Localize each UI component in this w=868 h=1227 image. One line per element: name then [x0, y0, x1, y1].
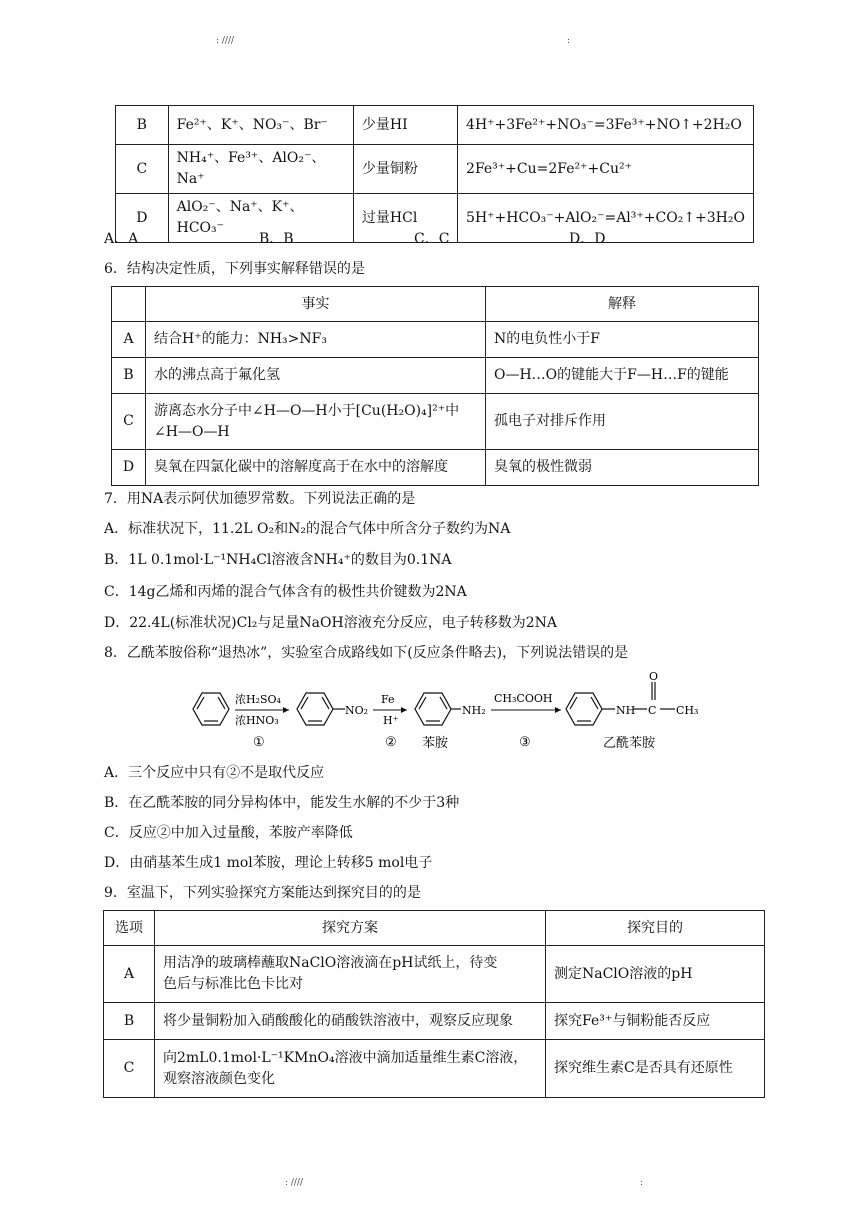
q9-head-option: 选项: [104, 911, 155, 946]
q5-ions: AlO₂⁻、Na⁺、K⁺、HCO₃⁻: [168, 194, 353, 243]
q9-plan-line1: 用洁净的玻璃棒蘸取NaClO溶液滴在pH试纸上，待变: [163, 955, 498, 971]
q6-exp: 臭氧的极性微弱: [486, 450, 759, 486]
amino-group: NH₂: [462, 704, 486, 717]
q8-option-c: C．反应②中加入过量酸，苯胺产率降低: [104, 825, 353, 841]
step-1-label: ①: [253, 735, 265, 750]
q5-equation: 2Fe³⁺+Cu=2Fe²⁺+Cu²⁺: [458, 145, 754, 194]
q6-stem: 6．结构决定性质，下列事实解释错误的是: [104, 261, 365, 277]
q6-exp: N的电负性小于F: [486, 322, 759, 358]
q6-fact-line1: 游离态水分子中∠H—O—H小于[Cu(H₂O)₄]²⁺中: [154, 402, 460, 419]
option: D．D: [569, 231, 606, 247]
q9-plan: [155, 946, 546, 1003]
q5-row-key: D: [116, 194, 169, 243]
step-2-label: ②: [385, 735, 397, 750]
reagent-acetic-acid: CH₃COOH: [494, 692, 553, 705]
aniline-ring: [415, 693, 461, 725]
q9-head-plan: 探究方案: [155, 911, 546, 946]
q7-option-a: A．标准状况下，11.2L O₂和N₂的混合气体中所含分子数约为NA: [104, 521, 511, 537]
q7-option-b: B．1L 0.1mol·L⁻¹NH₄Cl溶液含NH₄⁺的数目为0.1NA: [104, 552, 452, 568]
q5-options: [104, 228, 724, 248]
acetanilide-label: 乙酰苯胺: [603, 736, 656, 751]
q5-table: [115, 105, 754, 243]
q6-fact: 水的沸点高于氟化氢: [146, 358, 486, 394]
q9-aim: 探究维生素C是否具有还原性: [546, 1040, 765, 1098]
q9-aim: 测定NaClO溶液的pH: [546, 946, 765, 1003]
carbonyl-oxygen: O: [649, 670, 659, 683]
aniline-label: 苯胺: [422, 736, 449, 751]
q8-option-d: D．由硝基苯生成1 mol苯胺，理论上转移5 mol电子: [104, 855, 433, 871]
footer-mark-left: : ////: [285, 1178, 304, 1188]
footer-mark-right: :: [640, 1178, 644, 1188]
q9-head-aim: 探究目的: [546, 911, 765, 946]
reagent-h2so4: 浓H₂SO₄: [235, 693, 281, 706]
q5-equation: 5H⁺+HCO₃⁻+AlO₂⁻=Al³⁺+CO₂↑+3H₂O: [458, 194, 754, 243]
nh-group: NH: [616, 704, 636, 717]
benzene-ring: [193, 693, 229, 725]
q5-ions: NH₄⁺、Fe³⁺、AlO₂⁻、Na⁺: [168, 145, 353, 194]
q8-option-b: B．在乙酰苯胺的同分异构体中，能发生水解的不少于3种: [104, 795, 460, 811]
q8-stem: 8．乙酰苯胺俗称“退热冰”，实验室合成路线如下(反应条件略去)，下列说法错误的是: [104, 645, 629, 661]
methyl-group: CH₃: [676, 704, 699, 717]
q6-fact: [146, 394, 486, 450]
q6-row-key: A: [112, 322, 146, 358]
option: B．B: [259, 231, 294, 247]
header-mark-left: : ////: [216, 36, 235, 46]
q9-row-key: B: [104, 1003, 155, 1040]
q9-row-key: A: [104, 946, 155, 1003]
q6-row-key: C: [112, 394, 146, 450]
option: C．C: [414, 231, 450, 247]
q6-fact: 结合H⁺的能力：NH₃>NF₃: [146, 322, 486, 358]
q6-table: [111, 286, 759, 486]
q7-stem: 7．用NA表示阿伏加德罗常数。下列说法正确的是: [104, 491, 416, 507]
nitro-group: NO₂: [345, 704, 369, 717]
q9-plan-line2: 观察溶液颜色变化: [163, 1070, 275, 1087]
q5-ions: Fe²⁺、K⁺、NO₃⁻、Br⁻: [168, 106, 353, 145]
q7-option-d: D．22.4L(标准状况)Cl₂与足量NaOH溶液充分反应，电子转移数为2NA: [104, 615, 557, 631]
q9-plan: 将少量铜粉加入硝酸酸化的硝酸铁溶液中，观察反应现象: [155, 1003, 546, 1040]
q9-stem: 9．室温下，下列实验探究方案能达到探究目的的是: [104, 885, 421, 901]
step-3-label: ③: [519, 735, 531, 750]
q6-row-key: B: [112, 358, 146, 394]
carbonyl-carbon: C: [648, 704, 657, 717]
q6-fact: 臭氧在四氯化碳中的溶解度高于在水中的溶解度: [146, 450, 486, 486]
q6-exp: 孤电子对排斥作用: [486, 394, 759, 450]
q5-row-key: C: [116, 145, 169, 194]
q6-head-exp: 解释: [486, 287, 759, 322]
reagent-fe: Fe: [381, 693, 395, 706]
q6-fact-line2: ∠H—O—H: [154, 423, 230, 440]
q5-reagent: 少量铜粉: [353, 145, 457, 194]
nitrobenzene-ring: [297, 693, 345, 725]
option: A．A: [104, 231, 139, 247]
q5-equation: 4H⁺+3Fe²⁺+NO₃⁻=3Fe³⁺+NO↑+2H₂O: [458, 106, 754, 145]
q5-reagent: 过量HCl: [353, 194, 457, 243]
synthesis-scheme: [185, 670, 715, 758]
reagent-h-plus: H⁺: [383, 714, 399, 727]
q6-row-key: D: [112, 450, 146, 486]
q9-table: [103, 910, 765, 1098]
q5-reagent: 少量HI: [353, 106, 457, 145]
header-mark-right: :: [567, 36, 571, 46]
reagent-hno3: 浓HNO₃: [235, 714, 279, 727]
q9-plan: [155, 1040, 546, 1098]
q6-exp: O—H…O的键能大于F—H…F的键能: [486, 358, 759, 394]
q5-row-key: B: [116, 106, 169, 145]
q9-row-key: C: [104, 1040, 155, 1098]
q8-option-a: A．三个反应中只有②不是取代反应: [104, 765, 325, 781]
q9-aim: 探究Fe³⁺与铜粉能否反应: [546, 1003, 765, 1040]
q9-plan-line2: 色后与标准比色卡比对: [163, 976, 303, 992]
q9-plan-line1: 向2mL0.1mol·L⁻¹KMnO₄溶液中滴加适量维生素C溶液，: [163, 1049, 528, 1066]
q7-option-c: C．14g乙烯和丙烯的混合气体含有的极性共价键数为2NA: [104, 584, 467, 600]
q6-head-fact: 事实: [146, 287, 486, 322]
